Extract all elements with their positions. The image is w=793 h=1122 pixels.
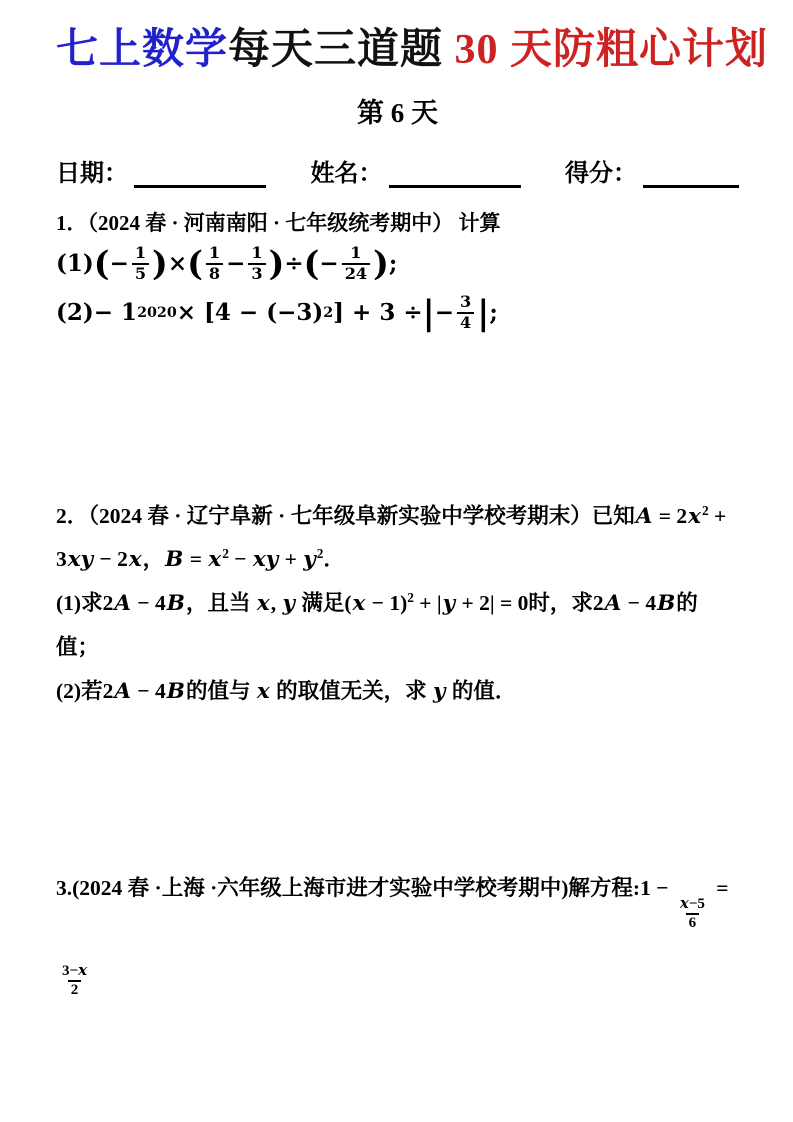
name-label: 姓名： xyxy=(310,160,383,187)
name-field xyxy=(311,153,521,188)
name-blank-line xyxy=(389,159,521,188)
problem2-sub2: (2)若2A − 4B的值与 x 的取值无关，求 y 的值． xyxy=(56,678,517,704)
problem-2 xyxy=(56,495,739,714)
title-part-red: 30 天防粗心计划 xyxy=(454,27,769,73)
date-label: 日期： xyxy=(56,160,128,187)
score-field xyxy=(565,153,739,188)
problem-3: 3.(2024 春 ·上海 ·六年级上海市进才实验中学校考期中)解方程:1 − $\frac{x-5}{6}$ = $\frac{3-x}{2}$ xyxy=(56,875,729,999)
problem1-formula-1: (1) ( − $\frac{1}{5}$ ) × ( 1 8 − $\frac{1}{3}$ ) ÷ ( − $\frac{1}{24}$ ) ; xyxy=(56,243,398,283)
problem2-sub1: (1)求2A − 4B，且当 x, y 满足$(x - 1)^2 + |y + 2| = 0$时，求2A − 4B的值； xyxy=(56,590,698,660)
score-label: 得分： xyxy=(565,160,637,187)
date-blank-line xyxy=(134,159,266,188)
title-part-black: 每天三道题 xyxy=(228,27,455,73)
day-subtitle: 第 6 天 xyxy=(357,97,438,128)
meta-row xyxy=(56,153,739,188)
page-title xyxy=(56,26,769,76)
problem1-header: 1．（2024 春 · 河南南阳 · 七年级统考期中） 计算 xyxy=(56,210,501,235)
date-field xyxy=(56,153,266,188)
problem1-formula-2: (2) − 1 2020 × [4 − (−3) 2 ] + 3 ÷ | − $\frac{3}{4}$ | ; xyxy=(56,292,498,332)
problem-1 xyxy=(56,207,739,335)
score-blank-line xyxy=(643,159,739,188)
title-part-blue: 七上数学 xyxy=(56,27,229,73)
problem2-intro: 2．（2024 春 · 辽宁阜新 · 七年级阜新实验中学校考期末）已知$A = 2x^2 + 3xy - 2x$，$B = x^2$ − xy + $y^2$． xyxy=(56,502,727,573)
